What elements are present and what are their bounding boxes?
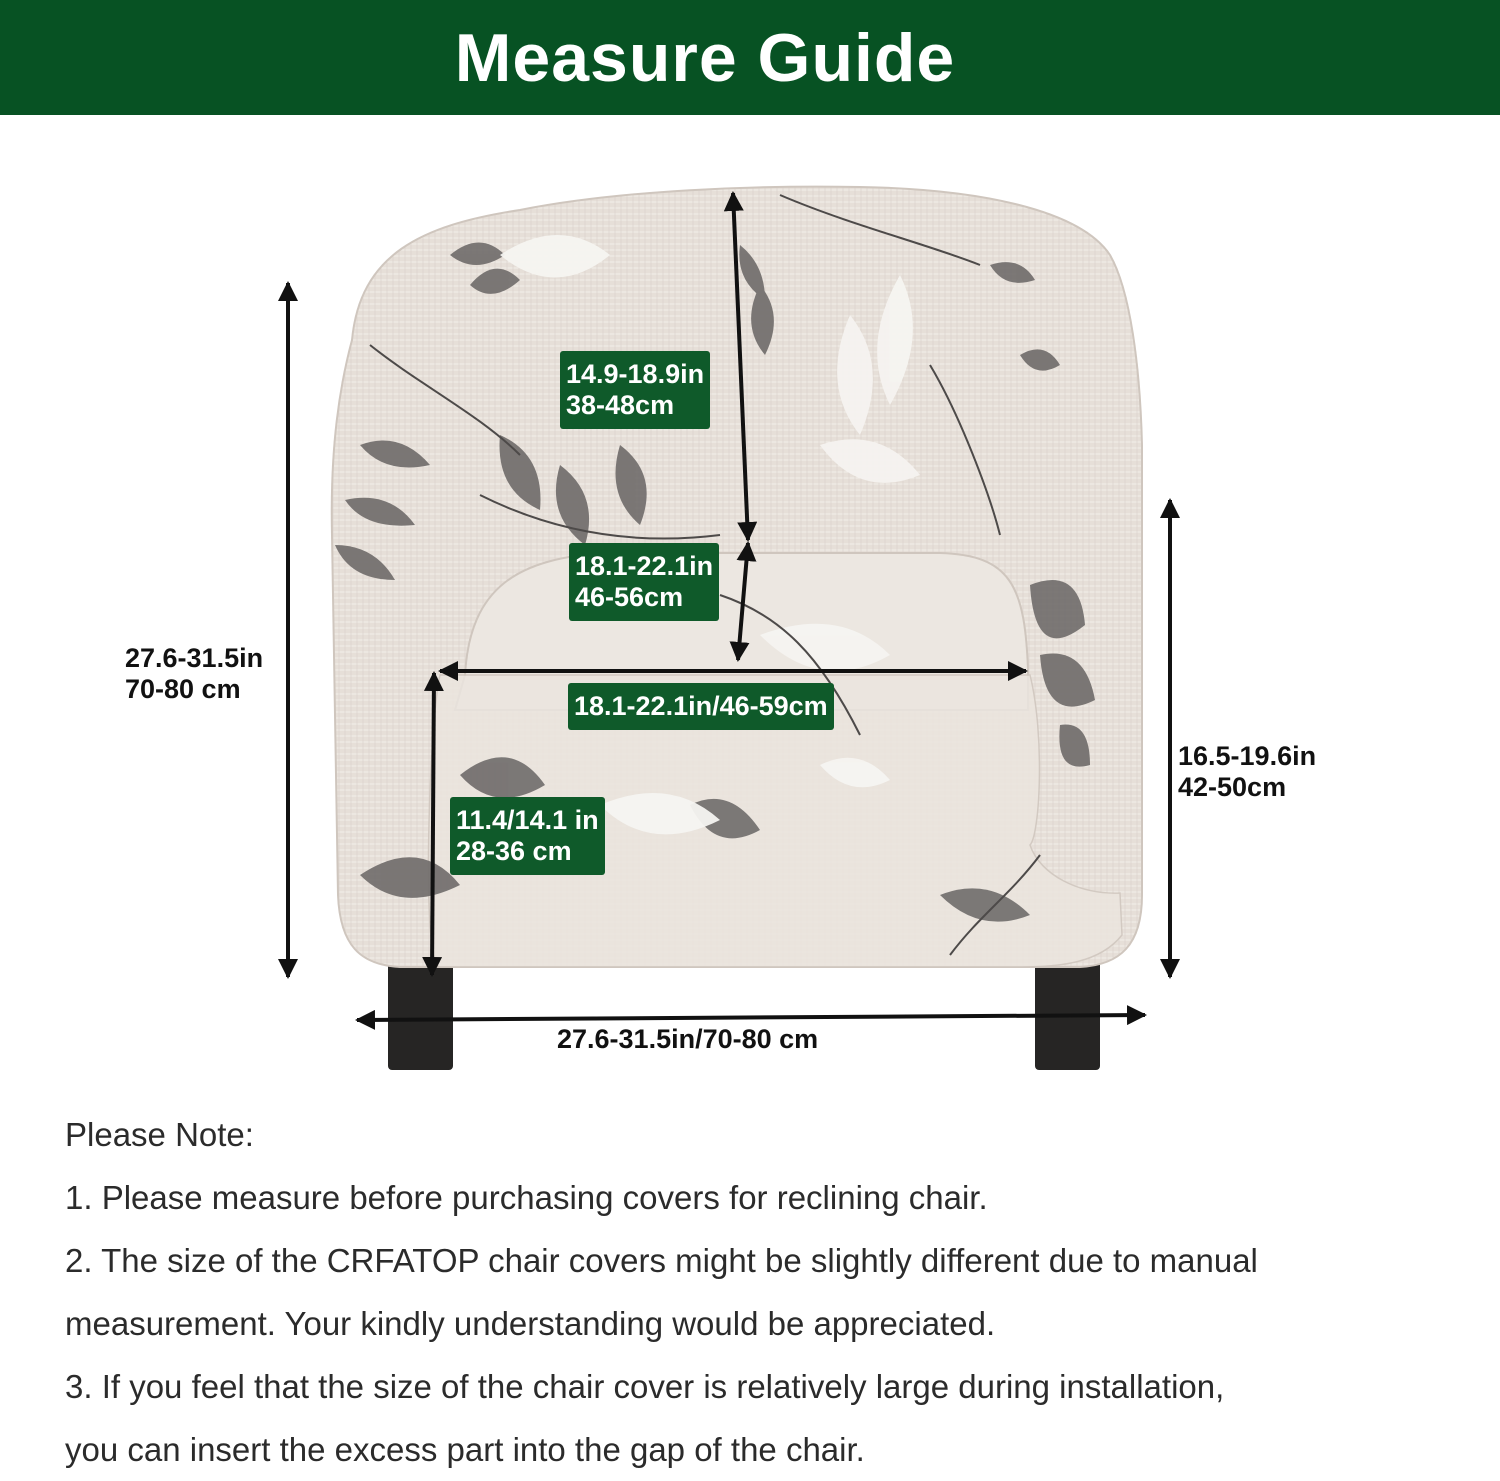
chair-leg-left: [388, 960, 453, 1070]
seat-height-tag: [450, 797, 605, 875]
seat-height-in: 11.4/14.1 in: [456, 805, 599, 835]
chair-illustration: [0, 115, 1500, 1095]
seat-width-value: 18.1-22.1in/46-59cm: [574, 691, 828, 721]
back-height-in: 14.9-18.9in: [566, 359, 705, 389]
arm-height-in: 16.5-19.6in: [1178, 741, 1317, 771]
arm-height-label: [1178, 741, 1316, 803]
seat-height-arrow: [432, 673, 434, 975]
arm-height-cm: 42-50cm: [1178, 772, 1287, 802]
note-3-line-2: you can insert the excess part into the gap of the chair.: [65, 1431, 865, 1468]
total-height-in: 27.6-31.5in: [125, 643, 264, 673]
seat-height-cm: 28-36 cm: [456, 836, 572, 866]
notes-section: [65, 1103, 1465, 1481]
note-3-line-1: 3. If you feel that the size of the chair cover is relatively large during installation,: [65, 1368, 1225, 1405]
notes-heading: Please Note:: [65, 1116, 254, 1153]
note-2-line-1: 2. The size of the CRFATOP chair covers might be slightly different due to manual: [65, 1242, 1258, 1279]
back-height-tag: [560, 351, 710, 429]
header-banner: [0, 0, 1500, 115]
total-width-label: [557, 1024, 818, 1055]
seat-depth-tag: [569, 543, 719, 621]
total-width-value: 27.6-31.5in/70-80 cm: [557, 1024, 819, 1054]
seat-depth-cm: 46-56cm: [575, 582, 684, 612]
total-width-arrow: [357, 1015, 1145, 1020]
chair-diagram: [0, 115, 1500, 1095]
note-2-line-2: measurement. Your kindly understanding would be appreciated.: [65, 1305, 996, 1342]
back-height-cm: 38-48cm: [566, 390, 675, 420]
seat-width-tag: [568, 683, 834, 730]
note-1: 1. Please measure before purchasing covers for reclining chair.: [65, 1179, 988, 1216]
seat-depth-in: 18.1-22.1in: [575, 551, 714, 581]
total-height-label: [125, 643, 263, 705]
page-title: Measure Guide: [454, 19, 956, 96]
total-height-cm: 70-80 cm: [125, 674, 241, 704]
